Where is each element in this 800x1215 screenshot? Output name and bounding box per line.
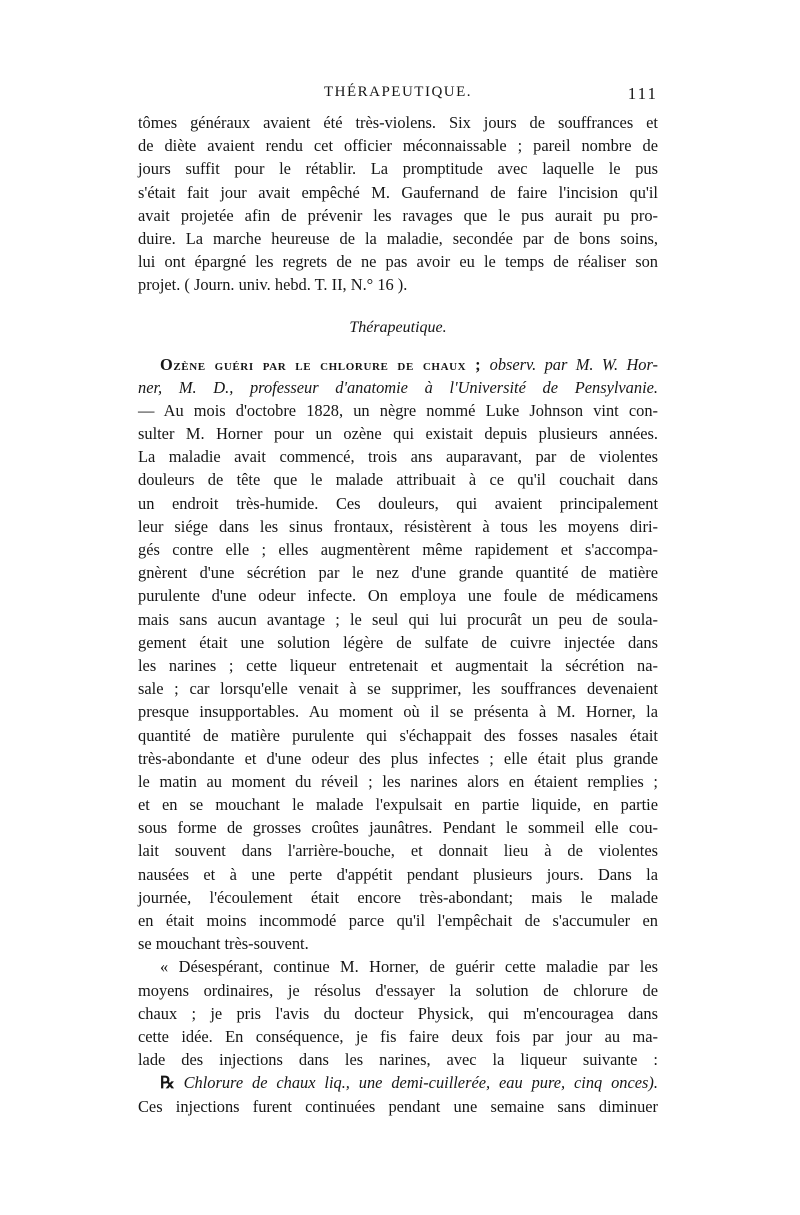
text-line: mais sans aucun avantage ; le seul qui lui procurât un peu de soula-: [138, 609, 658, 629]
text-block: [138, 111, 658, 1118]
section-title: Thérapeutique.: [349, 318, 447, 336]
text-line: cette idée. En conséquence, je fis faire deux fois par jour au ma-: [138, 1026, 658, 1046]
text-line: les narines ; cette liqueur entretenait et augmentait la sécrétion na-: [138, 655, 658, 675]
article-byline: observ. par M. W. Hor-: [489, 354, 658, 374]
article-paragraph: [138, 353, 658, 956]
paragraph-continuation: [138, 111, 658, 297]
text-line: gement était une solution légère de sulfate de cuivre injectée dans: [138, 632, 658, 652]
text-line: avait projetée afin de prévenir les ravages que le pus aurait pu pro-: [138, 205, 658, 225]
running-title: THÉRAPEUTIQUE.: [323, 84, 473, 100]
text-line: ner, M. D., professeur d'anatomie à l'Université de Pensylvanie.: [138, 377, 658, 397]
recipe-text: Chlorure de chaux liq., une demi-cuillerée, eau pure, cinq onces).: [183, 1073, 658, 1093]
text-line: presque insupportables. Au moment où il se présenta à M. Horner, la: [138, 702, 658, 722]
text-line: en était moins incommodé parce qu'il l'empêchait de s'accumuler en: [138, 911, 658, 930]
text-line: lait souvent dans l'arrière-bouche, et donnait lieu à de violentes: [138, 841, 658, 861]
page-number: 111: [627, 84, 658, 103]
recipe-symbol: ℞: [160, 1073, 175, 1093]
text-line: chaux ; je pris l'avis du docteur Physick, qui m'encouragea dans: [138, 1003, 658, 1023]
running-head: [138, 84, 658, 110]
text-line: de diète avaient rendu cet officier méconnaissable ; pareil nombre de: [138, 136, 658, 156]
text-line: purulente d'une odeur infecte. On employa une foule de médicamens: [138, 586, 658, 606]
text-line: La maladie avait commencé, trois ans auparavant, par de violentes: [138, 447, 658, 467]
text-line: gnèrent d'une sécrétion par le nez d'une grande quantité de matière: [138, 563, 658, 583]
text-line: gés contre elle ; elles augmentèrent même rapidement et s'accompa-: [138, 540, 658, 559]
text-line: Ces injections furent continuées pendant une semaine sans diminuer: [138, 1096, 658, 1116]
text-line: lui ont épargné les regrets de ne pas avoir eu le temps de réaliser son: [138, 252, 658, 272]
recipe-line: [138, 1071, 658, 1094]
text-line: moyens ordinaires, je résolus d'essayer la solution de chlorure de: [138, 980, 658, 1000]
text-line: projet. ( Journ. univ. hebd. T. II, N.° 16 ).: [138, 275, 408, 295]
text-line: « Désespérant, continue M. Horner, de guérir cette maladie par les: [160, 957, 658, 977]
text-line: se mouchant très-souvent.: [138, 934, 309, 954]
text-line: — Au mois d'octobre 1828, un nègre nommé Luke Johnson vint con-: [138, 400, 658, 420]
text-line: s'était fait jour avait empêché M. Gaufernand de faire l'incision qu'il: [138, 182, 658, 202]
article-heading-line: [138, 353, 658, 376]
text-line: un endroit très-humide. Ces douleurs, qui avaient principalement: [138, 493, 658, 513]
text-line: lade des injections dans les narines, avec la liqueur suivante :: [138, 1050, 658, 1070]
text-line: sulter M. Horner pour un ozène qui existait depuis plusieurs années.: [138, 424, 658, 444]
quoted-paragraph: [138, 955, 658, 1117]
text-line: sous forme de grosses croûtes jaunâtres. Pendant le sommeil elle cou-: [138, 818, 658, 838]
text-line: sale ; car lorsqu'elle venait à se supprimer, les souffrances devenaient: [138, 679, 658, 699]
text-line: duire. La marche heureuse de la maladie, secondée par de bons soins,: [138, 228, 658, 248]
text-line: leur siége dans les sinus frontaux, résistèrent à tous les moyens diri-: [138, 516, 658, 536]
text-line: douleurs de tête que le malade attribuait à ce qu'il couchait dans: [138, 470, 658, 490]
text-line: nausées et à une perte d'appétit pendant plusieurs jours. Dans la: [138, 864, 658, 884]
text-line: le matin au moment du réveil ; les narines alors en étaient remplies ;: [138, 771, 658, 791]
text-line: très-abondante et d'une odeur des plus infectes ; elle était plus grande: [138, 748, 658, 768]
article-title: Ozène guéri par le chlorure de chaux ;: [160, 354, 482, 374]
text-line: et en se mouchant le malade l'expulsait en partie liquide, en partie: [138, 795, 658, 815]
text-line: jours suffit pour le rétablir. La promptitude avec laquelle le pus: [138, 159, 658, 179]
text-line: journée, l'écoulement était encore très-abondant; mais le malade: [138, 887, 658, 907]
text-line: quantité de matière purulente qui s'échappait des fosses nasales était: [138, 725, 658, 745]
text-line: tômes généraux avaient été très-violens. Six jours de souffrances et: [138, 113, 658, 132]
